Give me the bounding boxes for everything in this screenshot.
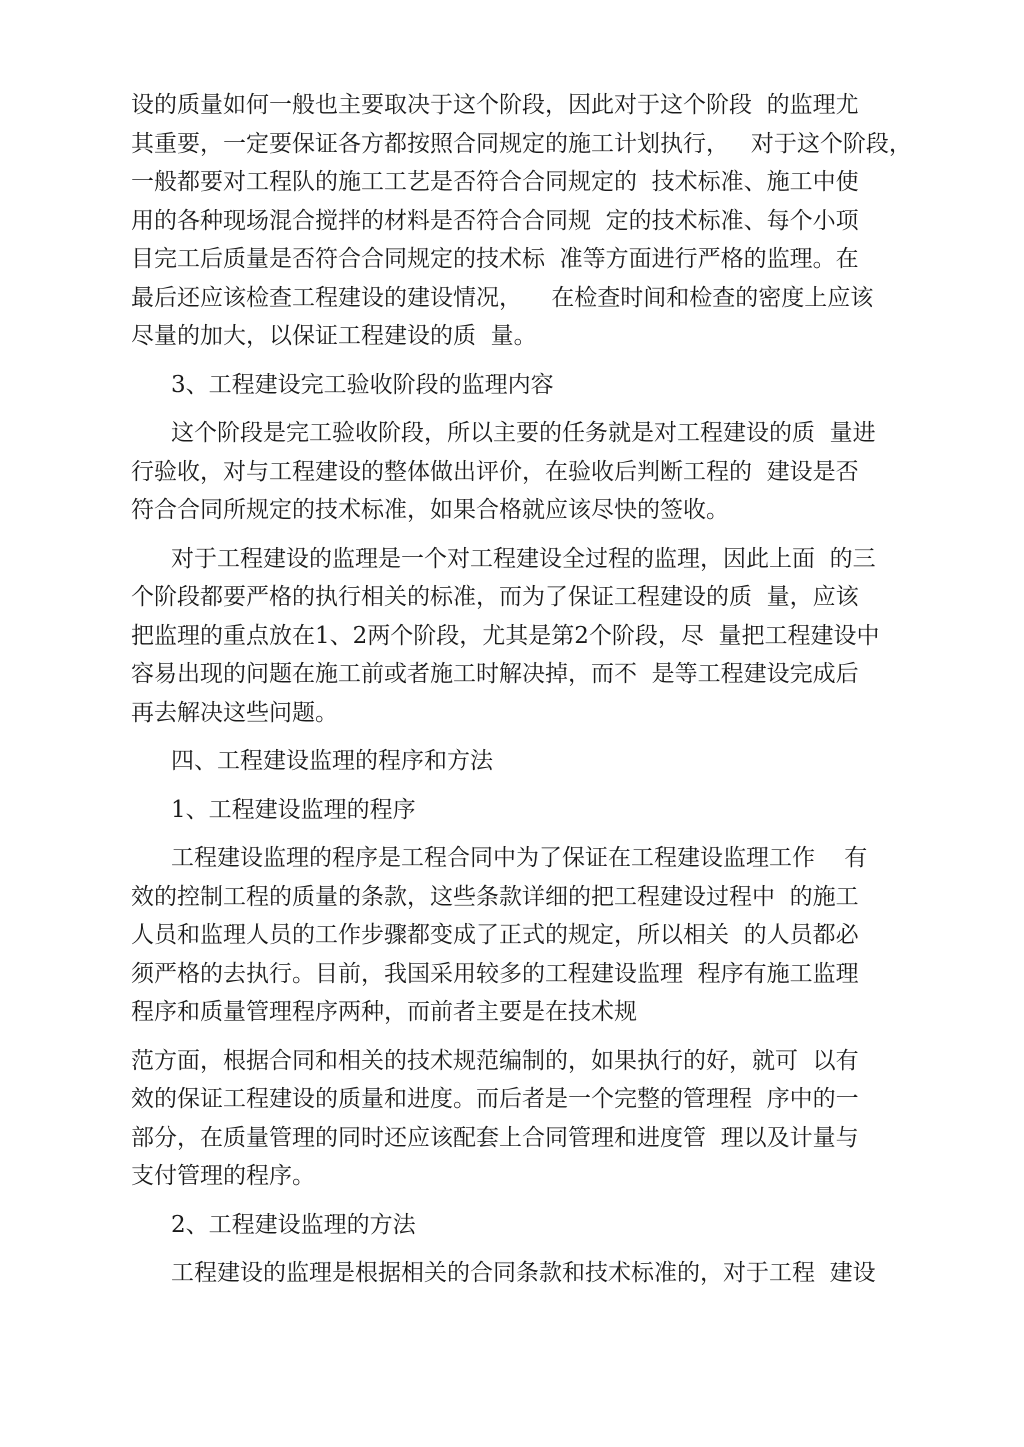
section-heading: 2、工程建设监理的方法: [171, 1211, 416, 1238]
text-line: 最后还应该检查工程建设的建设情况， 在检查时间和检查的密度上应该: [131, 284, 874, 311]
text-line: 设的质量如何一般也主要取决于这个阶段，因此对于这个阶段 的监理尤: [131, 92, 859, 118]
text-line: 行验收，对与工程建设的整体做出评价，在验收后判断工程的 建设是否: [131, 458, 859, 485]
text-line: 须严格的去执行。目前，我国采用较多的工程建设监理 程序有施工监理: [131, 960, 859, 987]
text-line: 工程建设监理的程序是工程合同中为了保证在工程建设监理工作 有: [171, 845, 868, 871]
paragraph-acceptance-stage: [131, 414, 903, 530]
text-line: 程序和质量管理程序两种，而前者主要是在技术规: [131, 999, 637, 1025]
section-heading: 3、工程建设完工验收阶段的监理内容: [171, 371, 554, 398]
text-line: 目完工后质量是否符合合同规定的技术标 准等方面进行严格的监理。在: [131, 246, 859, 272]
text-line: 部分，在质量管理的同时还应该配套上合同管理和进度管 理以及计量与: [131, 1124, 859, 1151]
text-line: 容易出现的问题在施工前或者施工时解决掉，而不 是等工程建设完成后: [131, 661, 859, 687]
text-line: 支付管理的程序。: [131, 1163, 315, 1189]
paragraph-method: [131, 1254, 903, 1293]
text-line: 一般都要对工程队的施工工艺是否符合合同规定的 技术标准、施工中使: [131, 169, 859, 195]
paragraph-construction-stage: [131, 86, 912, 356]
text-line: 尽量的加大，以保证工程建设的质 量。: [131, 323, 537, 349]
text-line: 符合合同所规定的技术标准，如果合格就应该尽快的签收。: [131, 497, 729, 523]
section-heading: 1、工程建设监理的程序: [171, 796, 416, 823]
text-line: 其重要，一定要保证各方都按照合同规定的施工计划执行， 对于这个阶段，: [131, 130, 912, 157]
document-page: [131, 86, 912, 1293]
text-line: 效的控制工程的质量的条款，这些条款详细的把工程建设过程中 的施工: [131, 883, 859, 910]
text-line: 用的各种现场混合搅拌的材料是否符合合同规 定的技术标准、每个小项: [131, 207, 859, 234]
paragraph-procedure-continued: [131, 1042, 903, 1196]
text-line: 范方面，根据合同和相关的技术规范编制的，如果执行的好，就可 以有: [131, 1047, 859, 1074]
text-line: 效的保证工程建设的质量和进度。而后者是一个完整的管理程 序中的一: [131, 1086, 859, 1112]
text-line: 个阶段都要严格的执行相关的标准，而为了保证工程建设的质 量，应该: [131, 584, 859, 610]
text-line: 人员和监理人员的工作步骤都变成了正式的规定，所以相关 的人员都必: [131, 922, 859, 948]
text-line: 把监理的重点放在1、2两个阶段，尤其是第2个阶段，尽 量把工程建设中: [131, 622, 880, 649]
text-line: 对于工程建设的监理是一个对工程建设全过程的监理，因此上面 的三: [171, 545, 876, 572]
text-line: 再去解决这些问题。: [131, 699, 338, 726]
paragraph-procedure: [131, 839, 903, 1032]
text-line: 这个阶段是完工验收阶段，所以主要的任务就是对工程建设的质 量进: [171, 420, 876, 446]
paragraph-whole-process: [131, 540, 903, 733]
chapter-heading: 四、工程建设监理的程序和方法: [171, 748, 493, 774]
text-line: 工程建设的监理是根据相关的合同条款和技术标准的，对于工程 建设: [171, 1260, 876, 1286]
